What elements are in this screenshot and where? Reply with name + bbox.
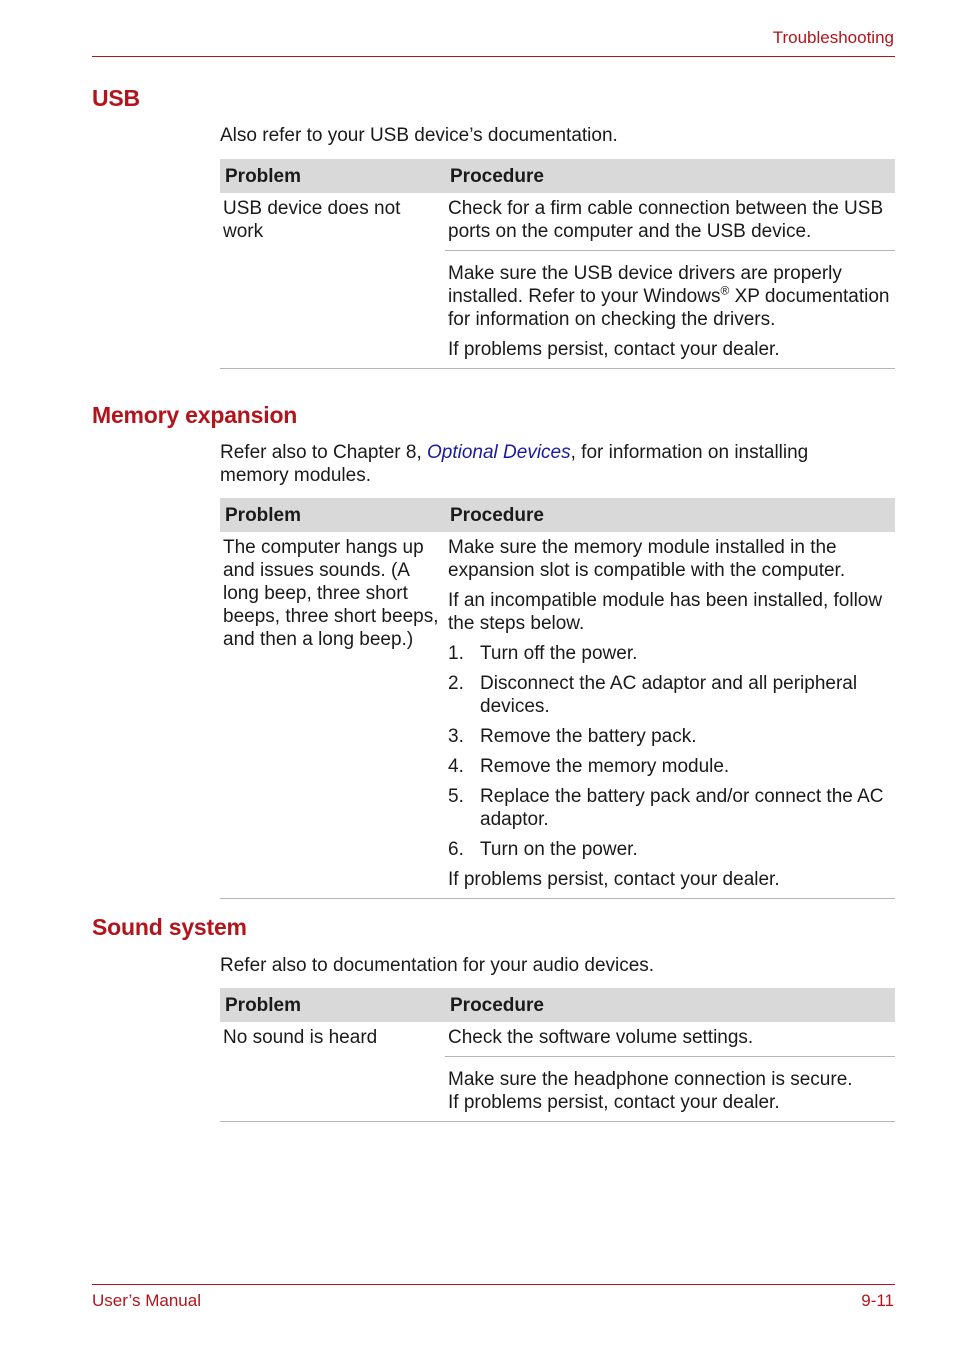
step-item: 2. Disconnect the AC adaptor and all peripheral devices. bbox=[448, 673, 858, 717]
footer-rule bbox=[92, 1284, 895, 1285]
memory-table bbox=[220, 498, 895, 899]
procedure-cell bbox=[445, 1022, 895, 1121]
step-item: 5. Replace the battery pack and/or connect the AC adaptor. bbox=[448, 786, 884, 830]
col-problem-header: Problem bbox=[225, 994, 302, 1016]
col-procedure-header: Procedure bbox=[450, 994, 544, 1016]
procedure-item: Check for a firm cable connection between the USB ports on the computer and the USB device. bbox=[448, 198, 884, 242]
procedure-text: Make sure the memory module installed in the expansion slot is compatible with the computer. bbox=[448, 537, 846, 581]
problem-cell: The computer hangs up and issues sounds. (A long beep, three short beeps, three short beeps, and then a long beep.) bbox=[223, 537, 439, 650]
table-row bbox=[220, 1022, 895, 1122]
step-item: 1. Turn off the power. bbox=[448, 643, 638, 664]
memory-intro: Refer also to Chapter 8, Optional Devices, for information on installing memory modules. bbox=[220, 442, 809, 486]
procedure-text: Make sure the USB device drivers are properly installed. Refer to your Windows® XP documentation for information on checking the drivers. bbox=[448, 263, 890, 330]
step-item: 3. Remove the battery pack. bbox=[448, 726, 697, 747]
col-problem-header: Problem bbox=[225, 165, 302, 187]
sound-intro: Refer also to documentation for your audio devices. bbox=[220, 955, 655, 976]
optional-devices-link[interactable]: Optional Devices bbox=[427, 442, 571, 463]
running-header: Troubleshooting bbox=[772, 28, 894, 47]
table-header bbox=[220, 988, 895, 1022]
step-item: 4. Remove the memory module. bbox=[448, 756, 730, 777]
header-rule bbox=[92, 56, 895, 57]
section-title-memory: Memory expansion bbox=[92, 402, 298, 428]
procedure-cell bbox=[445, 532, 895, 898]
table-row bbox=[220, 532, 895, 899]
table-header bbox=[220, 159, 895, 193]
procedure-item bbox=[445, 250, 895, 368]
dealer-note: If problems persist, contact your dealer. bbox=[448, 339, 780, 360]
procedure-item: Check the software volume settings. bbox=[448, 1027, 754, 1048]
procedure-text: If an incompatible module has been installed, follow the steps below. bbox=[448, 590, 883, 634]
table-row bbox=[220, 193, 895, 369]
step-item: 6. Turn on the power. bbox=[448, 839, 638, 860]
procedure-text: Make sure the headphone connection is secure. bbox=[448, 1069, 853, 1090]
col-procedure-header: Procedure bbox=[450, 504, 544, 526]
footer-manual-title: User’s Manual bbox=[92, 1291, 201, 1310]
section-title-usb: USB bbox=[92, 85, 140, 111]
dealer-note: If problems persist, contact your dealer. bbox=[448, 1092, 780, 1113]
usb-intro: Also refer to your USB device’s documentation. bbox=[220, 125, 618, 146]
problem-cell: No sound is heard bbox=[223, 1027, 378, 1048]
problem-cell: USB device does not work bbox=[223, 198, 401, 242]
usb-table bbox=[220, 159, 895, 369]
procedure-item bbox=[445, 532, 895, 898]
sound-table bbox=[220, 988, 895, 1122]
procedure-item bbox=[445, 1056, 895, 1121]
procedure-cell bbox=[445, 193, 895, 368]
col-problem-header: Problem bbox=[225, 504, 302, 526]
col-procedure-header: Procedure bbox=[450, 165, 544, 187]
dealer-note: If problems persist, contact your dealer. bbox=[448, 869, 780, 890]
table-header bbox=[220, 498, 895, 532]
page-number: 9-11 bbox=[861, 1291, 894, 1310]
section-title-sound: Sound system bbox=[92, 914, 247, 940]
